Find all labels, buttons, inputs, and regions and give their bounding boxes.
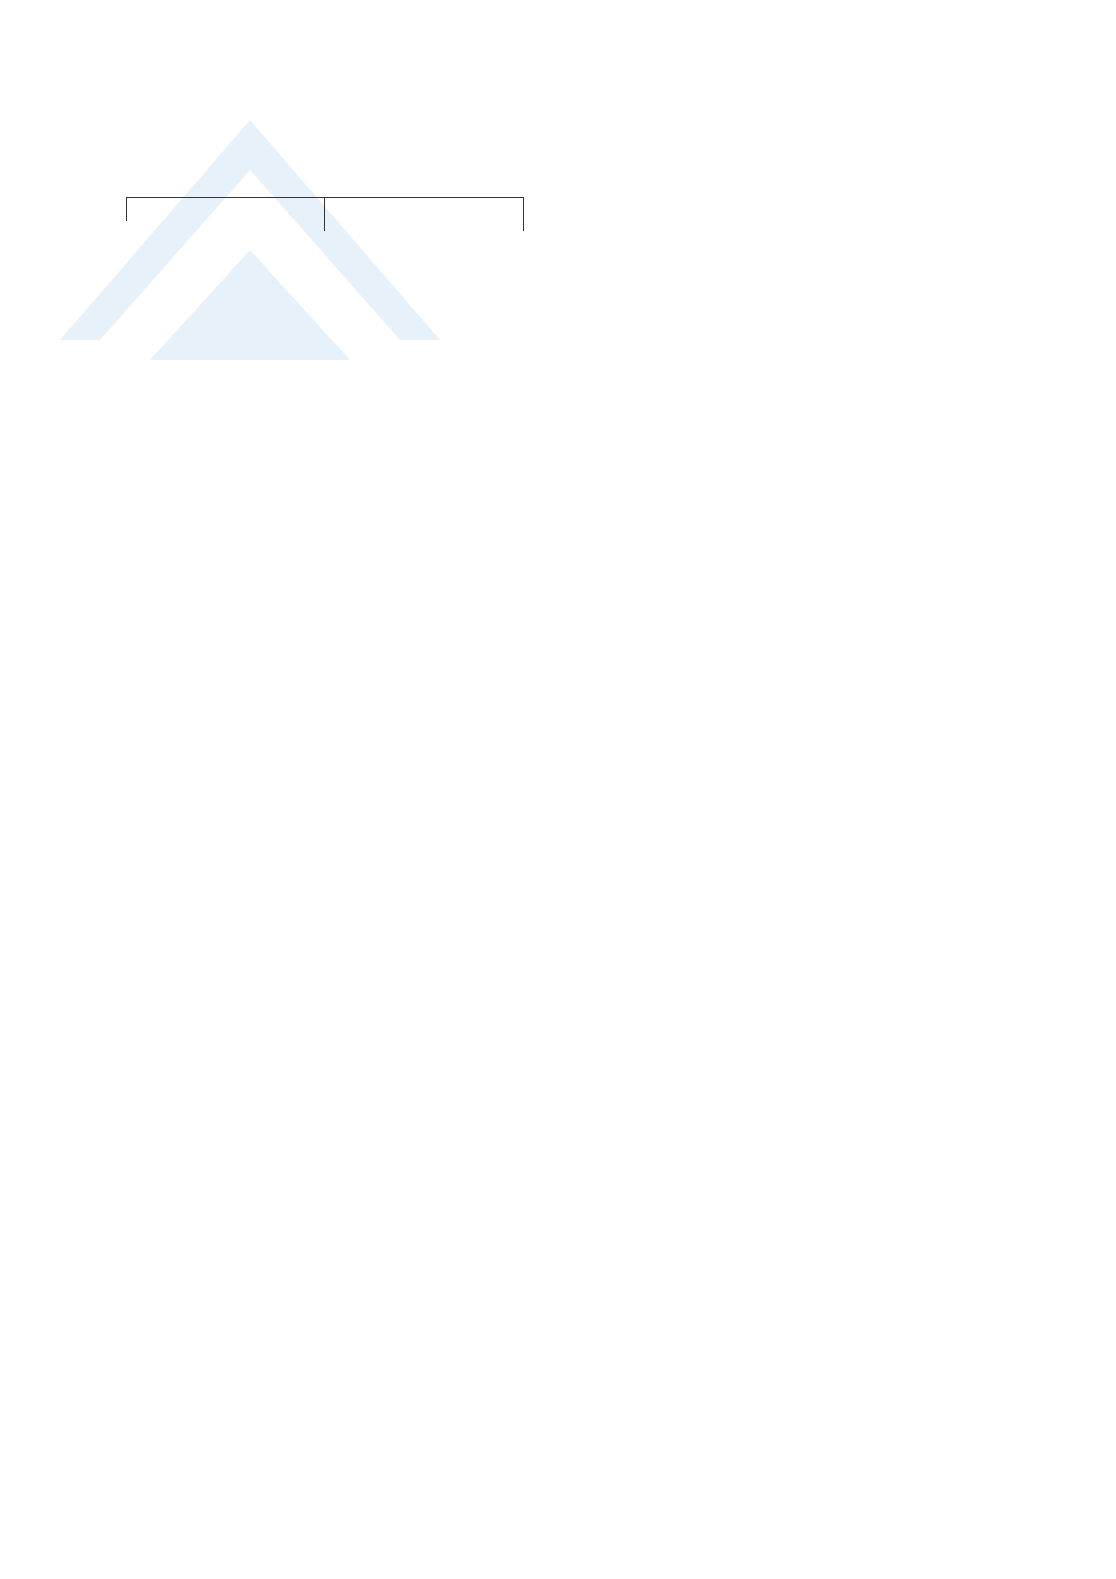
- document-page: [68, 66, 1048, 504]
- box-congenite: [253, 230, 394, 328]
- diagram-connector: [324, 197, 325, 231]
- diagram-connector: [126, 197, 524, 198]
- ellipse-presinaptiche: [182, 360, 297, 434]
- diagram-connector: [126, 197, 127, 221]
- box-autoimmuni: [68, 230, 210, 328]
- diagram-connector: [523, 197, 524, 231]
- neuromuscular-diagram: [68, 162, 608, 452]
- ellipse-postsinaptiche: [368, 360, 474, 434]
- box-tossiche: [433, 232, 575, 329]
